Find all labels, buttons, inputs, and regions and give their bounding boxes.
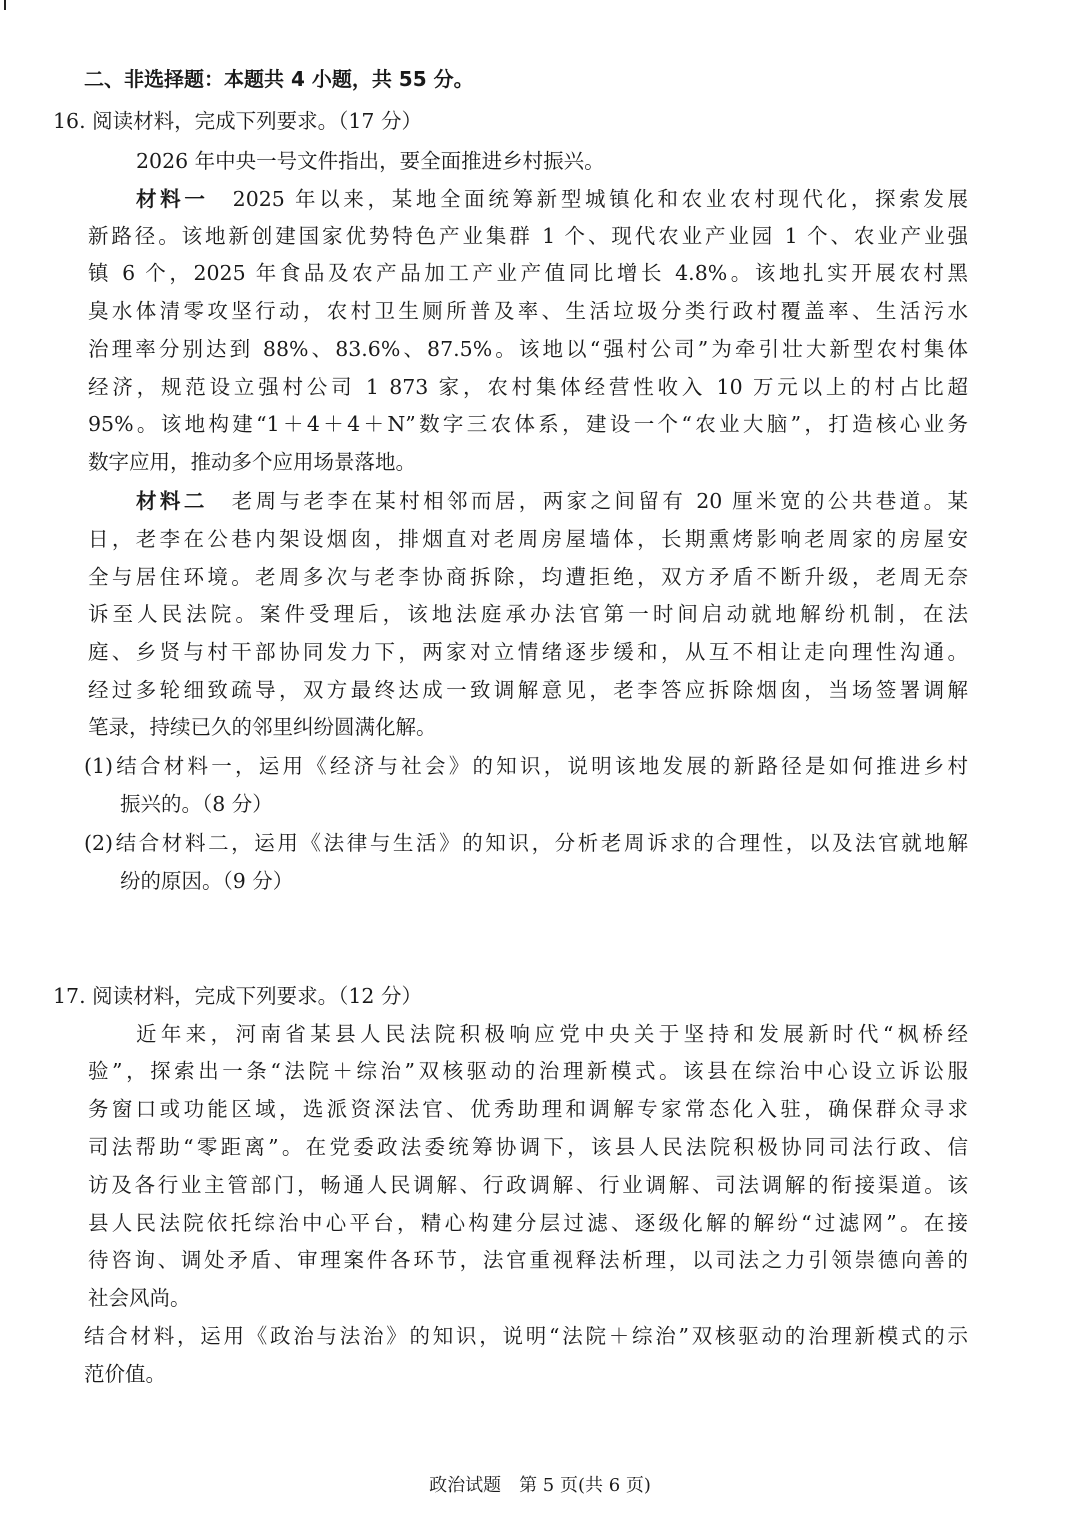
q17-stem: 17. 阅读材料，完成下列要求。（12 分）: [53, 984, 422, 1008]
q16-material2-line-4: 诉至人民法院。案件受理后，该地法庭承办法官第一时间启动就地解纷机制，在法: [88, 602, 968, 626]
q16-material2-line-5: 庭、乡贤与村干部协同发力下，两家对立情绪逐步缓和，从互不相让走向理性沟通。: [88, 640, 968, 664]
q16-material2-line-7: 笔录，持续已久的邻里纠纷圆满化解。: [88, 715, 437, 739]
section-title: 二、非选择题：本题共 4 小题，共 55 分。: [84, 67, 474, 91]
q17-material-line-5: 访及各行业主管部门，畅通人民调解、行政调解、行业调解、司法调解的衔接渠道。该: [88, 1173, 968, 1197]
q17-material-line-3: 务窗口或功能区域，选派资深法官、优秀助理和调解专家常态化入驻，确保群众寻求: [88, 1097, 968, 1121]
q17-material-line-7: 待咨询、调处矛盾、审理案件各环节，法官重视释法析理，以司法之力引领崇德向善的: [88, 1248, 968, 1272]
scan-corner-mark: [4, 0, 6, 10]
q17-material-line-8: 社会风尚。: [88, 1286, 191, 1310]
q16-intro: 2026 年中央一号文件指出，要全面推进乡村振兴。: [136, 149, 605, 173]
q16-sub2-line-2: 纷的原因。（9 分）: [120, 869, 294, 893]
page-footer: 政治试题 第 5 页(共 6 页): [429, 1475, 651, 1496]
material1-label: 材料一: [136, 187, 209, 211]
q16-sub1-line-1: (1)结合材料一，运用《经济与社会》的知识，说明该地发展的新路径是如何推进乡村: [84, 754, 968, 778]
q16-material1-line-5: 治理率分别达到 88%、83.6%、87.5%。该地以“强村公司”为牵引壮大新型农村集体: [88, 337, 968, 361]
q16-material1-line-4: 臭水体清零攻坚行动，农村卫生厕所普及率、生活垃圾分类行政村覆盖率、生活污水: [88, 299, 968, 323]
q17-question-line-2: 范价值。: [84, 1362, 166, 1386]
q16-material1-line-1: 材料一 2025 年以来，某地全面统筹新型城镇化和农业农村现代化，探索发展: [136, 187, 969, 211]
q16-material2-line-3: 全与居住环境。老周多次与老李协商拆除，均遭拒绝，双方矛盾不断升级，老周无奈: [88, 565, 968, 589]
q17-material-line-6: 县人民法院依托综治中心平台，精心构建分层过滤、逐级化解的解纷“过滤网”。在接: [88, 1211, 968, 1235]
q16-material2-line-6: 经过多轮细致疏导，双方最终达成一致调解意见，老李答应拆除烟囱，当场签署调解: [88, 678, 968, 702]
q17-material-line-4: 司法帮助“零距离”。在党委政法委统筹协调下，该县人民法院积极协同司法行政、信: [88, 1135, 968, 1159]
q16-material2-line-1: 材料二 老周与老李在某村相邻而居，两家之间留有 20 厘米宽的公共巷道。某: [136, 489, 969, 513]
q17-material-line-1: 近年来，河南省某县人民法院积极响应党中央关于坚持和发展新时代“枫桥经: [136, 1022, 968, 1046]
q16-material1-line-2: 新路径。该地新创建国家优势特色产业集群 1 个、现代农业产业园 1 个、农业产业强: [88, 224, 968, 248]
q16-material1-line-7: 95%。该地构建“1＋4＋4＋N”数字三农体系，建设一个“农业大脑”，打造核心业务: [88, 412, 968, 436]
q17-question-line-1: 结合材料，运用《政治与法治》的知识，说明“法院＋综治”双核驱动的治理新模式的示: [84, 1324, 968, 1348]
q16-sub2-line-1: (2)结合材料二，运用《法律与生活》的知识，分析老周诉求的合理性，以及法官就地解: [84, 831, 968, 855]
q16-stem: 16. 阅读材料，完成下列要求。（17 分）: [53, 109, 422, 133]
q16-material1-line-6: 经济，规范设立强村公司 1 873 家，农村集体经营性收入 10 万元以上的村占比超: [88, 375, 968, 399]
q17-material-line-2: 验”，探索出一条“法院＋综治”双核驱动的治理新模式。该县在综治中心设立诉讼服: [88, 1059, 968, 1083]
q16-material1-line-3: 镇 6 个，2025 年食品及农产品加工产业产值同比增长 4.8%。该地扎实开展农村黑: [88, 261, 968, 285]
q16-sub1-line-2: 振兴的。（8 分）: [120, 792, 273, 816]
q16-material1-line-8: 数字应用，推动多个应用场景落地。: [88, 450, 416, 474]
material2-label: 材料二: [136, 489, 208, 513]
q16-material2-line-2: 日，老李在公巷内架设烟囱，排烟直对老周房屋墙体，长期熏烤影响老周家的房屋安: [88, 527, 968, 551]
